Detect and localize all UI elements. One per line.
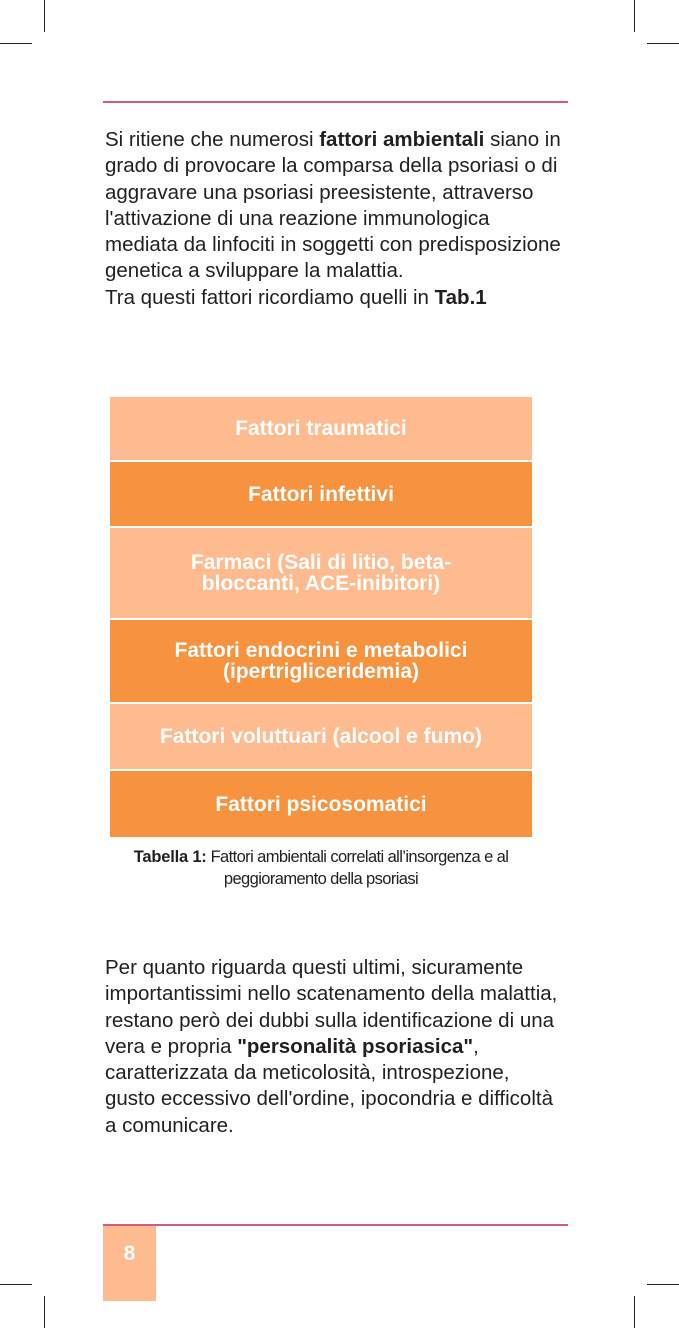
- table-row: [110, 397, 532, 462]
- table-row: [110, 528, 532, 620]
- crop-mark: [0, 1284, 32, 1285]
- table-row: [110, 462, 532, 528]
- crop-mark: [44, 1296, 45, 1328]
- outro-paragraph: [105, 955, 565, 1139]
- table-caption: [110, 846, 532, 890]
- intro-table-reference: [105, 285, 565, 311]
- outro-text: , caratterizzata da meticolosità, introspezione, gusto eccessivo dell'ordine, ipocondria e difficoltà a comunicare.: [105, 1034, 553, 1137]
- crop-mark: [634, 1296, 635, 1328]
- caption-label: Tabella 1:: [133, 848, 207, 866]
- page-number: 8: [123, 1242, 136, 1265]
- row-label: Fattori infettivi: [248, 482, 394, 506]
- intro-paragraph: [105, 127, 565, 311]
- row-label: Farmaci (Sali di litio, beta-bloccanti, ACE-inibitori): [190, 551, 452, 595]
- row-label: Fattori traumatici: [235, 417, 407, 440]
- crop-mark: [0, 43, 32, 44]
- crop-mark: [44, 0, 45, 32]
- crop-mark: [647, 1284, 679, 1285]
- page-number-box: [103, 1226, 156, 1301]
- row-label: Fattori endocrini e metabolici (ipertrigliceridemia): [174, 639, 468, 683]
- intro-text: siano in grado di provocare la comparsa della psoriasi o di aggravare una psoriasi preesistente, attraverso l'attivazione di una reazione immunologica mediata da linfociti in soggetti con predisposizione genetica a sviluppare la malattia.: [105, 128, 561, 283]
- row-label: Fattori voluttuari (alcool e fumo): [159, 725, 482, 748]
- outro-bold: "personalità psoriasica": [237, 1034, 474, 1058]
- outro-text: Per quanto riguarda questi ultimi, sicuramente importantissimi nello scatenamento della malattia, restano però dei dubbi sulla identificazione di una vera e propria: [105, 956, 558, 1058]
- table-row: [110, 771, 532, 837]
- caption-text: Fattori ambientali correlati all’insorgenza e al peggioramento della psoriasi: [206, 848, 509, 888]
- bottom-rule: [103, 1224, 568, 1226]
- factors-table: [110, 397, 532, 837]
- intro-bold: fattori ambientali: [319, 128, 485, 151]
- intro-text: Tra questi fattori ricordiamo quelli in: [105, 285, 435, 309]
- table-reference: Tab.1: [434, 285, 487, 309]
- row-label: Fattori psicosomatici: [215, 792, 427, 816]
- top-rule: [103, 101, 568, 103]
- table-row: [110, 620, 532, 704]
- crop-mark: [647, 43, 679, 44]
- outro-sentence: [105, 955, 565, 1139]
- crop-mark: [634, 0, 635, 32]
- table-row: [110, 704, 532, 771]
- intro-sentence: [105, 127, 565, 285]
- intro-text: Si ritiene che numerosi: [105, 128, 320, 151]
